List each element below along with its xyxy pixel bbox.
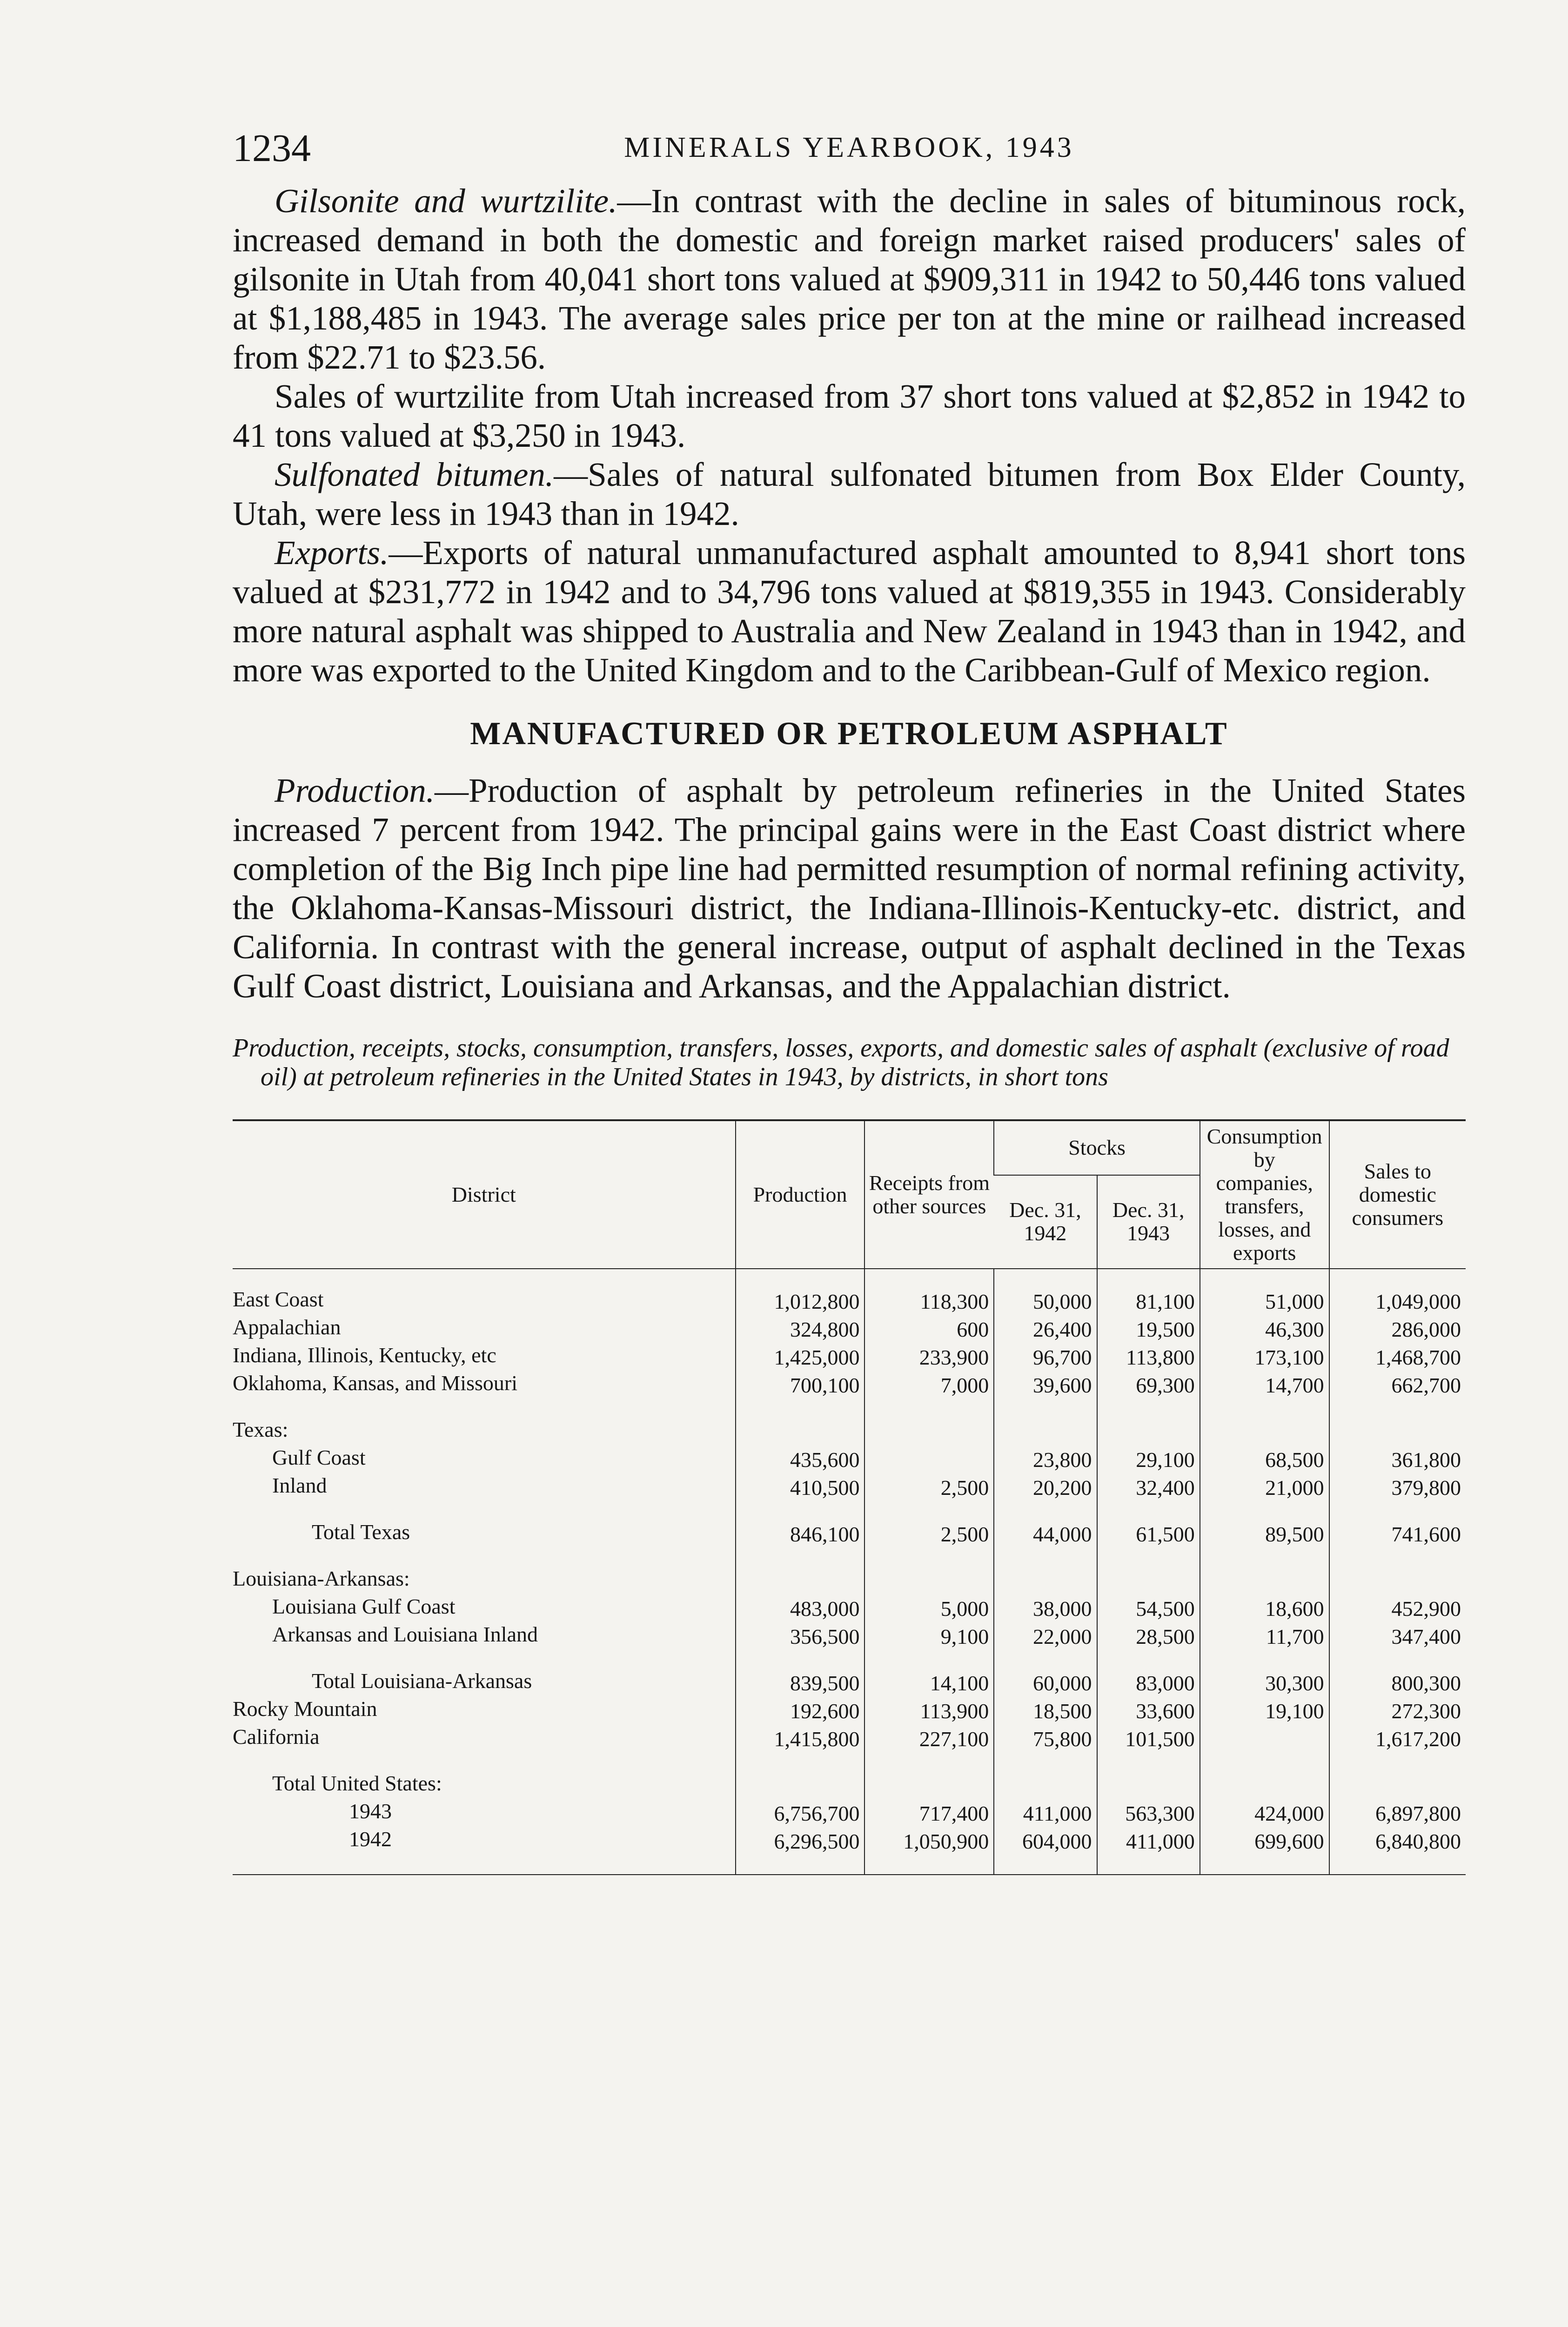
cell-stocks-1942: 38,000 xyxy=(994,1595,1097,1623)
table-row xyxy=(233,1316,1466,1344)
cell-stocks-1942: 20,200 xyxy=(994,1474,1097,1502)
page-header xyxy=(233,126,1466,182)
cell-stocks-1942: 60,000 xyxy=(994,1669,1097,1697)
cell-consumption: 19,100 xyxy=(1200,1697,1329,1725)
cell-production: 324,800 xyxy=(736,1316,865,1344)
table-total-row xyxy=(233,1828,1466,1856)
header-receipts: Receipts from other sources xyxy=(864,1120,994,1269)
table-row xyxy=(233,1344,1466,1372)
cell-stocks-1942: 604,000 xyxy=(994,1828,1097,1856)
table-caption: Production, receipts, stocks, consumption, transfers, losses, exports, and domestic sales of asphalt (exclusive of road oil) at petroleum refineries in the United States in 1943, by districts, in short tons xyxy=(233,1034,1449,1091)
cell-sales: 662,700 xyxy=(1329,1372,1466,1399)
cell-sales: 286,000 xyxy=(1329,1316,1466,1344)
cell-production: 356,500 xyxy=(736,1623,865,1651)
row-label: Indiana, Illinois, Kentucky, etc xyxy=(233,1344,496,1367)
group-label: Texas: xyxy=(233,1418,288,1441)
cell-receipts: 2,500 xyxy=(864,1474,994,1502)
cell-receipts: 9,100 xyxy=(864,1623,994,1651)
cell-consumption: 18,600 xyxy=(1200,1595,1329,1623)
cell-production: 839,500 xyxy=(736,1669,865,1697)
header-stocks-1942: Dec. 31, 1942 xyxy=(994,1175,1097,1269)
cell-receipts: 113,900 xyxy=(864,1697,994,1725)
cell-consumption: 51,000 xyxy=(1200,1288,1329,1316)
group-label: Louisiana-Arkansas: xyxy=(233,1567,410,1590)
cell-consumption: 89,500 xyxy=(1200,1520,1329,1548)
cell-production: 6,756,700 xyxy=(736,1800,865,1828)
cell-sales: 1,617,200 xyxy=(1329,1725,1466,1753)
cell-sales: 452,900 xyxy=(1329,1595,1466,1623)
header-sales: Sales to domestic consumers xyxy=(1329,1120,1466,1269)
cell-production: 700,100 xyxy=(736,1372,865,1399)
paragraph-text: —Exports of natural unmanufactured asphalt amounted to 8,941 short tons valued at $231,772 in 1942 and to 34,796 tons valued at $819,355 in 1943. Considerably more natural asphalt was shipped to Australia and New Zealand in 1943 than in 1942, and more was exported to the United Kingdom and to the Caribbean-Gulf of Mexico region. xyxy=(233,534,1466,689)
cell-receipts xyxy=(864,1446,994,1474)
cell-stocks-1942: 75,800 xyxy=(994,1725,1097,1753)
header-stocks-1943: Dec. 31, 1943 xyxy=(1097,1175,1200,1269)
cell-production: 410,500 xyxy=(736,1474,865,1502)
cell-stocks-1942: 50,000 xyxy=(994,1288,1097,1316)
paragraph-text: —Production of asphalt by petroleum refineries in the United States increased 7 percent from 1942. The principal gains were in the East Coast district where completion of the Big Inch pipe line had permitted resumption of normal refining activity, the Oklahoma-Kansas-Missouri district, the Indiana-Illinois-Kentucky-etc. district, and California. In contrast with the general increase, output of asphalt declined in the Texas Gulf Coast district, Louisiana and Arkansas, and the Appalachian district. xyxy=(233,772,1466,1005)
cell-receipts: 233,900 xyxy=(864,1344,994,1372)
cell-stocks-1943: 83,000 xyxy=(1097,1669,1200,1697)
cell-sales: 1,468,700 xyxy=(1329,1344,1466,1372)
running-title: MINERALS YEARBOOK, 1943 xyxy=(624,132,1074,163)
row-label: Louisiana Gulf Coast xyxy=(272,1595,456,1618)
cell-stocks-1942: 22,000 xyxy=(994,1623,1097,1651)
cell-sales: 272,300 xyxy=(1329,1697,1466,1725)
cell-stocks-1943: 113,800 xyxy=(1097,1344,1200,1372)
cell-consumption: 424,000 xyxy=(1200,1800,1329,1828)
row-label: Rocky Mountain xyxy=(233,1697,377,1721)
cell-receipts: 118,300 xyxy=(864,1288,994,1316)
paragraph-wurtzilite xyxy=(233,377,1466,455)
table-row xyxy=(233,1288,1466,1316)
cell-receipts: 7,000 xyxy=(864,1372,994,1399)
paragraph-production xyxy=(233,771,1466,1006)
cell-production: 435,600 xyxy=(736,1446,865,1474)
row-label: Inland xyxy=(272,1474,327,1497)
cell-stocks-1943: 28,500 xyxy=(1097,1623,1200,1651)
cell-production: 192,600 xyxy=(736,1697,865,1725)
cell-consumption: 173,100 xyxy=(1200,1344,1329,1372)
cell-production: 846,100 xyxy=(736,1520,865,1548)
cell-stocks-1943: 32,400 xyxy=(1097,1474,1200,1502)
cell-sales: 361,800 xyxy=(1329,1446,1466,1474)
paragraph-lead: Gilsonite and wurtzilite. xyxy=(275,182,617,220)
cell-production: 6,296,500 xyxy=(736,1828,865,1856)
cell-stocks-1942: 96,700 xyxy=(994,1344,1097,1372)
asphalt-table xyxy=(233,1119,1466,1875)
table-group-row xyxy=(233,1567,1466,1595)
cell-receipts: 227,100 xyxy=(864,1725,994,1753)
table-row xyxy=(233,1623,1466,1651)
header-stocks: Stocks xyxy=(994,1120,1200,1175)
row-label: California xyxy=(233,1725,320,1749)
paragraph-gilsonite xyxy=(233,182,1466,377)
paragraph-text: —Sales of natural sulfonated bitumen from Box Elder County, Utah, were less in 1943 than in 1942. xyxy=(233,456,1466,532)
table-row xyxy=(233,1372,1466,1399)
cell-receipts: 717,400 xyxy=(864,1800,994,1828)
table-total-row xyxy=(233,1520,1466,1548)
cell-stocks-1943: 81,100 xyxy=(1097,1288,1200,1316)
cell-consumption: 14,700 xyxy=(1200,1372,1329,1399)
page-number: 1234 xyxy=(233,127,311,170)
cell-consumption: 30,300 xyxy=(1200,1669,1329,1697)
cell-production: 1,012,800 xyxy=(736,1288,865,1316)
row-label: Gulf Coast xyxy=(272,1446,366,1469)
cell-consumption: 11,700 xyxy=(1200,1623,1329,1651)
cell-receipts: 600 xyxy=(864,1316,994,1344)
cell-consumption: 699,600 xyxy=(1200,1828,1329,1856)
cell-sales: 1,049,000 xyxy=(1329,1288,1466,1316)
table-row xyxy=(233,1474,1466,1502)
row-label: Total Louisiana-Arkansas xyxy=(312,1669,532,1693)
table-row xyxy=(233,1697,1466,1725)
cell-stocks-1943: 29,100 xyxy=(1097,1446,1200,1474)
row-label: Total Texas xyxy=(312,1520,410,1544)
table-group-row xyxy=(233,1772,1466,1800)
document-page xyxy=(233,126,1466,1875)
cell-production: 483,000 xyxy=(736,1595,865,1623)
cell-stocks-1942: 411,000 xyxy=(994,1800,1097,1828)
cell-production: 1,425,000 xyxy=(736,1344,865,1372)
cell-consumption: 46,300 xyxy=(1200,1316,1329,1344)
row-label: 1943 xyxy=(349,1800,392,1823)
cell-stocks-1943: 19,500 xyxy=(1097,1316,1200,1344)
cell-sales: 6,897,800 xyxy=(1329,1800,1466,1828)
cell-receipts: 1,050,900 xyxy=(864,1828,994,1856)
group-label: Total United States: xyxy=(272,1772,442,1795)
table-row xyxy=(233,1725,1466,1753)
paragraph-sulfonated xyxy=(233,455,1466,533)
cell-stocks-1943: 61,500 xyxy=(1097,1520,1200,1548)
cell-stocks-1942: 23,800 xyxy=(994,1446,1097,1474)
cell-receipts: 14,100 xyxy=(864,1669,994,1697)
table-row xyxy=(233,1446,1466,1474)
cell-consumption: 68,500 xyxy=(1200,1446,1329,1474)
table-group-row xyxy=(233,1418,1466,1446)
cell-stocks-1942: 39,600 xyxy=(994,1372,1097,1399)
cell-stocks-1942: 26,400 xyxy=(994,1316,1097,1344)
cell-sales: 800,300 xyxy=(1329,1669,1466,1697)
paragraph-lead: Sulfonated bitumen. xyxy=(275,456,554,493)
row-label: Oklahoma, Kansas, and Missouri xyxy=(233,1372,517,1395)
paragraph-text: Sales of wurtzilite from Utah increased from 37 short tons valued at $2,852 in 1942 to 41 tons valued at $3,250 in 1943. xyxy=(233,377,1466,454)
paragraph-lead: Production. xyxy=(275,772,435,809)
row-label: East Coast xyxy=(233,1288,324,1311)
table-total-row xyxy=(233,1669,1466,1697)
header-production: Production xyxy=(736,1120,865,1269)
row-label: Appalachian xyxy=(233,1316,341,1339)
header-district: District xyxy=(233,1120,736,1269)
cell-stocks-1942: 44,000 xyxy=(994,1520,1097,1548)
cell-sales: 379,800 xyxy=(1329,1474,1466,1502)
paragraph-exports xyxy=(233,533,1466,690)
cell-stocks-1943: 33,600 xyxy=(1097,1697,1200,1725)
row-label: Arkansas and Louisiana Inland xyxy=(272,1623,538,1646)
table-total-row xyxy=(233,1800,1466,1828)
paragraph-text: —In contrast with the decline in sales of bituminous rock, increased demand in both the domestic and foreign market raised producers' sales of gilsonite in Utah from 40,041 short tons valued at $909,311 in 1942 to 50,446 tons valued at $1,188,485 in 1943. The average sales price per ton at the mine or railhead increased from $22.71 to $23.56. xyxy=(233,182,1466,376)
cell-stocks-1943: 54,500 xyxy=(1097,1595,1200,1623)
cell-consumption xyxy=(1200,1725,1329,1753)
section-title: MANUFACTURED OR PETROLEUM ASPHALT xyxy=(470,716,1228,752)
cell-consumption: 21,000 xyxy=(1200,1474,1329,1502)
cell-stocks-1943: 101,500 xyxy=(1097,1725,1200,1753)
cell-stocks-1943: 69,300 xyxy=(1097,1372,1200,1399)
paragraph-lead: Exports. xyxy=(275,534,389,572)
cell-sales: 741,600 xyxy=(1329,1520,1466,1548)
row-label: 1942 xyxy=(349,1828,392,1851)
cell-production: 1,415,800 xyxy=(736,1725,865,1753)
cell-stocks-1942: 18,500 xyxy=(994,1697,1097,1725)
cell-sales: 6,840,800 xyxy=(1329,1828,1466,1856)
cell-receipts: 5,000 xyxy=(864,1595,994,1623)
cell-stocks-1943: 411,000 xyxy=(1097,1828,1200,1856)
header-consumption: Consumption by companies, transfers, losses, and exports xyxy=(1200,1120,1329,1269)
cell-receipts: 2,500 xyxy=(864,1520,994,1548)
cell-sales: 347,400 xyxy=(1329,1623,1466,1651)
table-row xyxy=(233,1595,1466,1623)
cell-stocks-1943: 563,300 xyxy=(1097,1800,1200,1828)
